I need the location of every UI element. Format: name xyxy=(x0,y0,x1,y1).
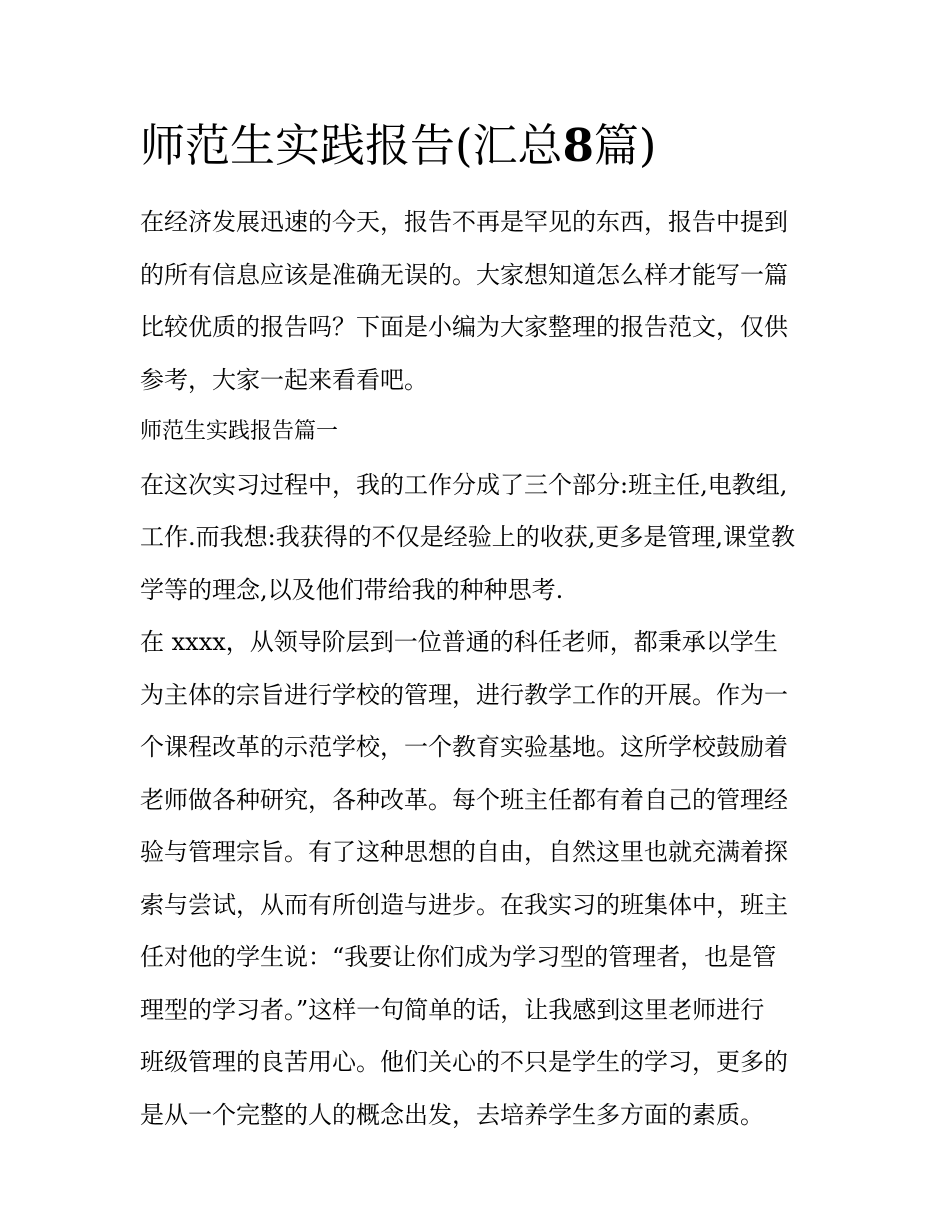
intro-line-1: 在经济发展迅速的今天，报告不再是罕见的东西，报告中提到 xyxy=(140,208,788,236)
body-line-11: 理型的学习者。”这样一句简单的话，让我感到这里老师进行 xyxy=(140,995,765,1024)
body-line-2: 工作.而我想:我获得的不仅是经验上的收获,更多是管理,课堂教 xyxy=(140,523,795,551)
body-line-6: 个课程改革的示范学校，一个教育实验基地。这所学校鼓励着 xyxy=(140,733,788,761)
body-line-12: 班级管理的良苦用心。他们关心的不只是学生的学习，更多的 xyxy=(140,1048,788,1076)
intro-line-4: 参考，大家一起来看看吧。 xyxy=(140,365,428,394)
body-line-4: 在 xxxx，从领导阶层到一位普通的科任老师，都秉承以学生 xyxy=(140,628,778,656)
title-main-text: 师范生实践报告(汇总 xyxy=(140,119,563,172)
body-line-8: 验与管理宗旨。有了这种思想的自由，自然这里也就充满着探 xyxy=(140,838,788,866)
document-body xyxy=(140,196,820,1141)
body-line-7: 老师做各种研究，各种改革。每个班主任都有着自己的管理经 xyxy=(140,785,788,814)
body-line-9: 索与尝试，从而有所创造与进步。在我实习的班集体中，班主 xyxy=(140,890,788,919)
intro-line-2: 的所有信息应该是准确无误的。大家想知道怎么样才能写一篇 xyxy=(140,260,788,289)
body-line-3: 学等的理念,以及他们带给我的种种思考. xyxy=(140,575,564,604)
body-line-5: 为主体的宗旨进行学校的管理，进行教学工作的开展。作为一 xyxy=(140,680,788,709)
intro-line-3: 比较优质的报告吗？下面是小编为大家整理的报告范文，仅供 xyxy=(140,313,788,341)
body-line-1: 在这次实习过程中，我的工作分成了三个部分:班主任,电教组, xyxy=(140,470,788,499)
body-line-10: 任对他的学生说：“我要让你们成为学习型的管理者，也是管 xyxy=(140,943,777,971)
body-line-13: 是从一个完整的人的概念出发，去培养学生多方面的素质。 xyxy=(140,1100,764,1129)
title-number: 8 xyxy=(562,119,594,172)
title-end-text: 篇) xyxy=(593,119,657,172)
document-title xyxy=(140,116,656,176)
section-heading: 师范生实践报告篇一 xyxy=(140,419,339,444)
